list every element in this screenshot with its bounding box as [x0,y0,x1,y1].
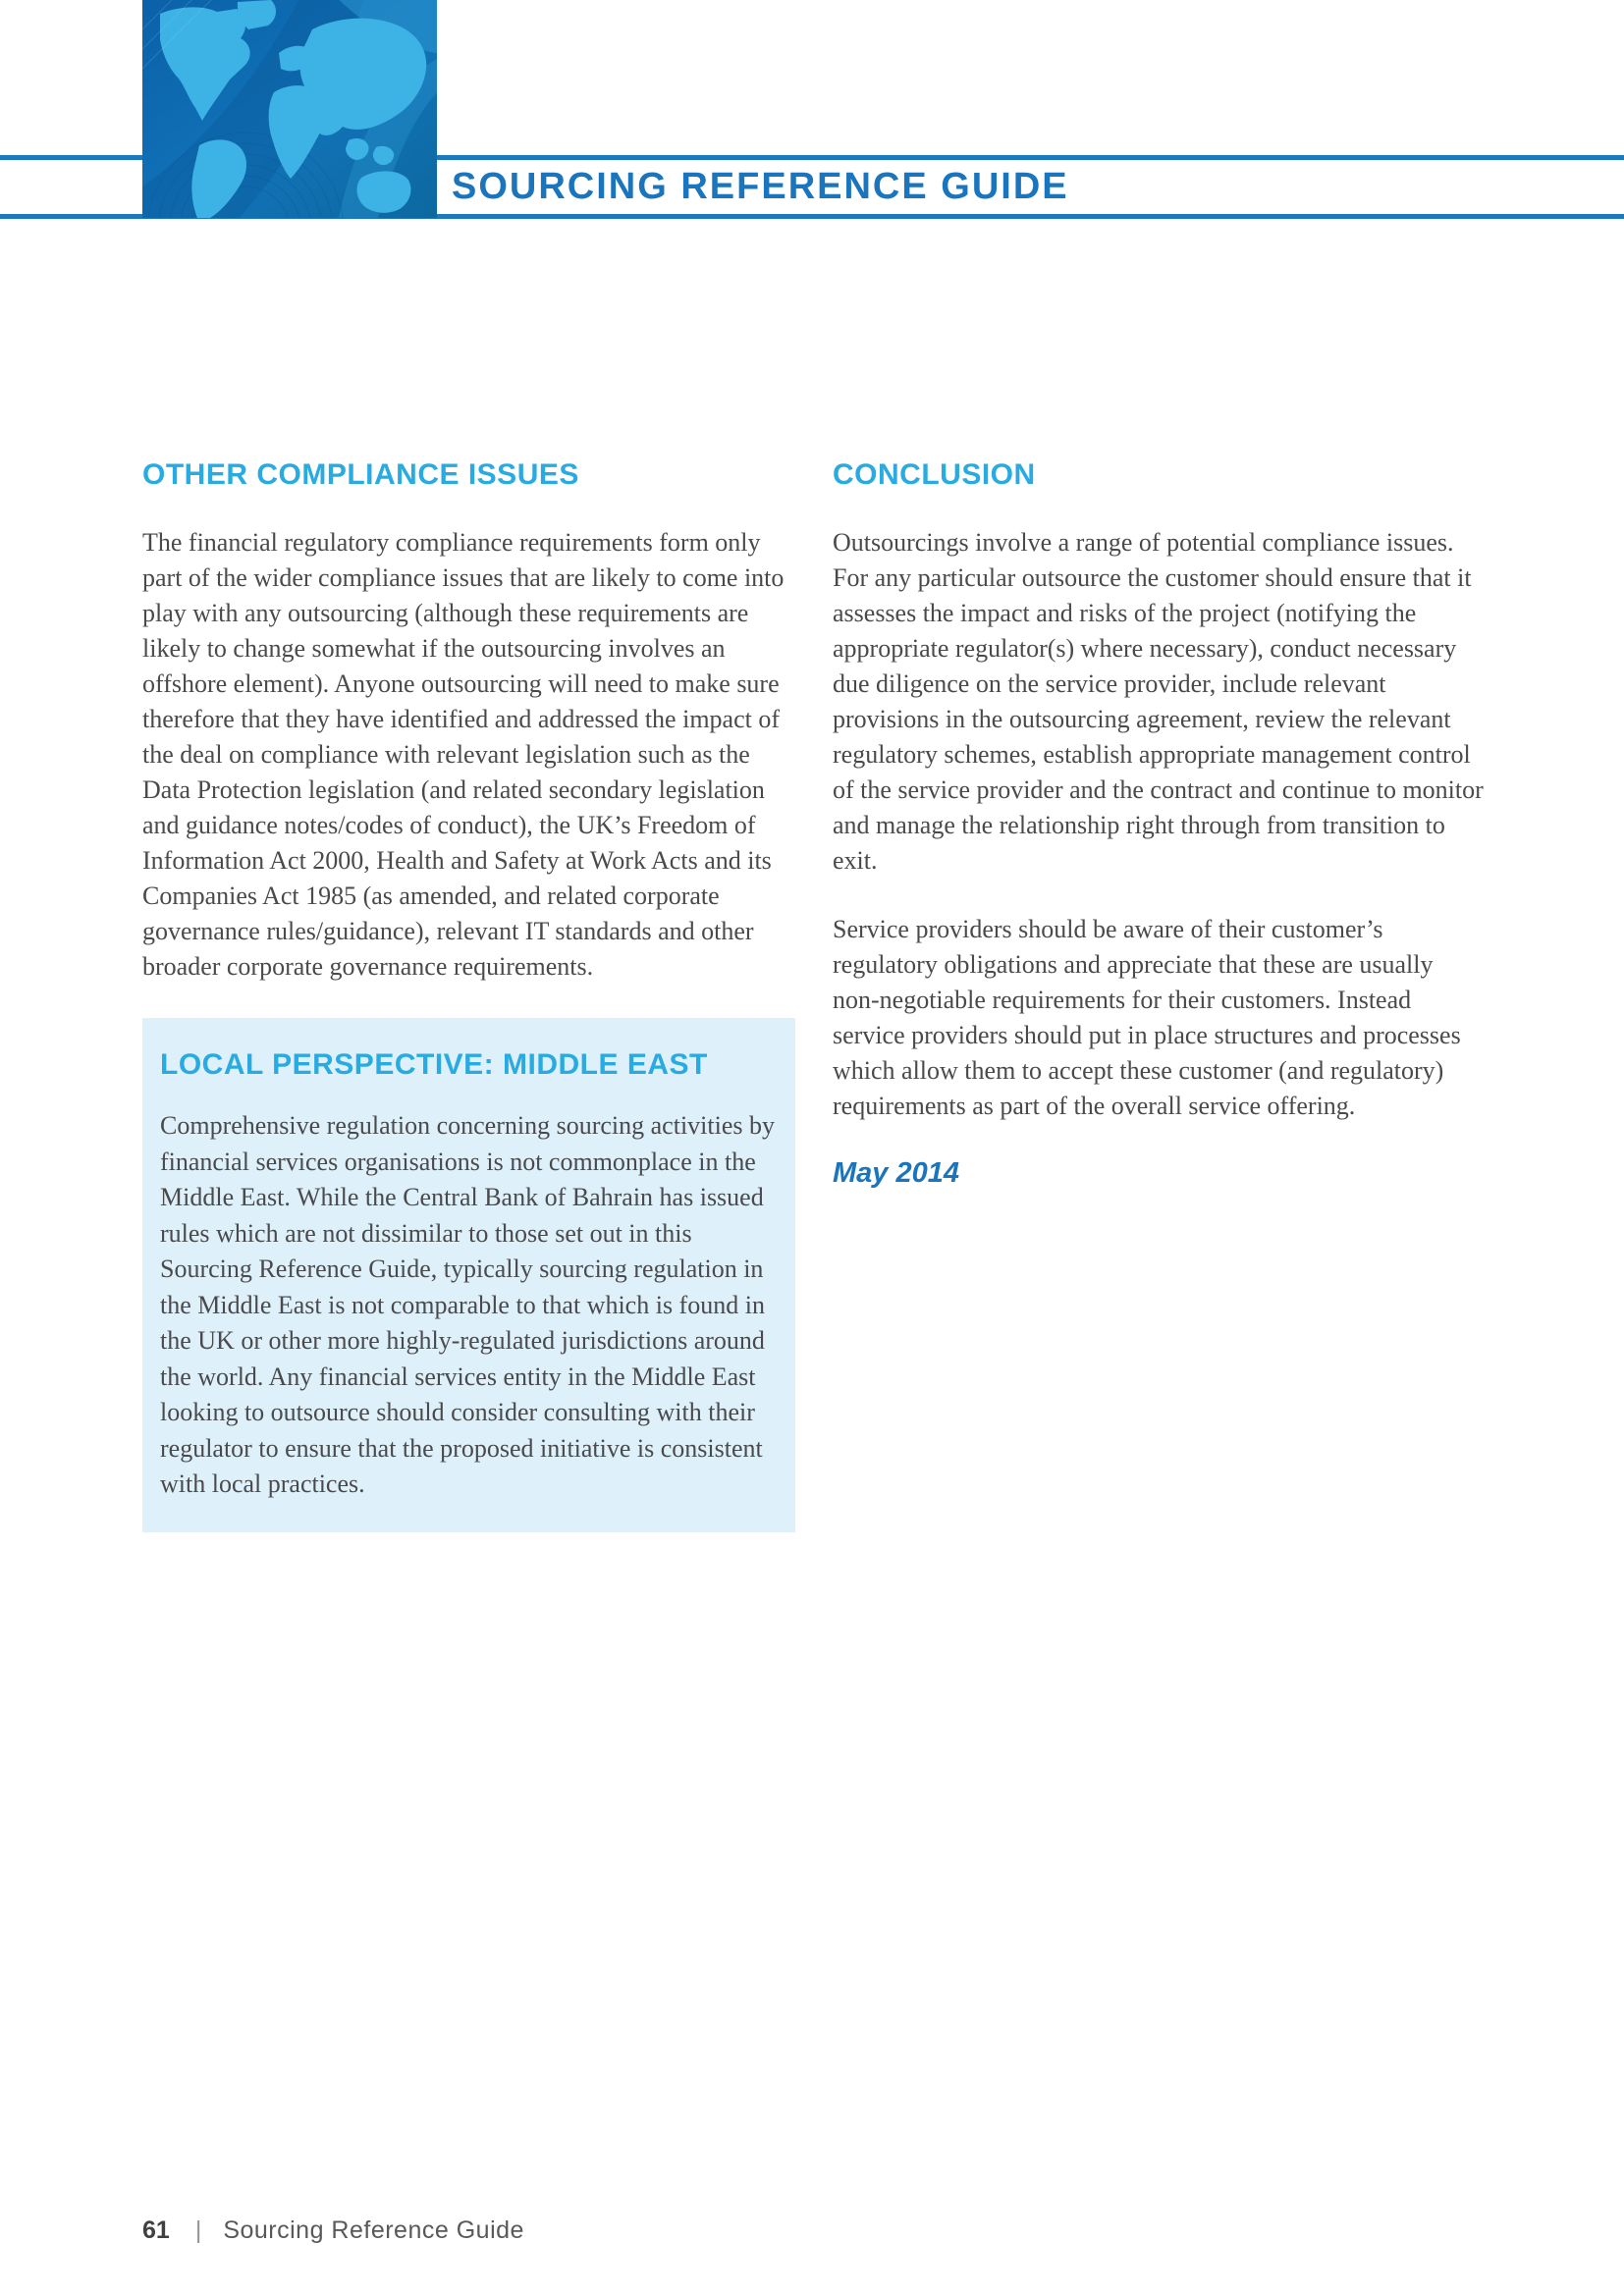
right-column [833,457,1484,1190]
world-map-image [142,0,437,218]
other-compliance-paragraph: The financial regulatory compliance requirements form only part of the wider compliance issues that are likely to come into play with any outsourcing (although these requirements are likely to change somewhat if the outsourcing involves an offshore element). Anyone outsourcing will need to make sure therefore that they have identified and addressed the impact of the deal on compliance with relevant legislation such as the Data Protection legislation (and related secondary legislation and guidance notes/codes of conduct), the UK’s Freedom of Information Act 2000, Health and Safety at Work Acts and its Companies Act 1985 (as amended, and related corporate governance rules/guidance), relevant IT standards and other broader corporate governance requirements. [142,528,785,981]
world-map-icon [142,0,437,218]
section-heading-conclusion: CONCLUSION [833,458,1036,491]
left-column [142,457,795,1532]
page-title: SOURCING REFERENCE GUIDE [452,166,1069,207]
perspective-box-heading: LOCAL PERSPECTIVE: MIDDLE EAST [160,1048,708,1081]
page-number: 61 [142,2216,170,2244]
conclusion-paragraph-2: Service providers should be aware of their customer’s regulatory obligations and appreciate that these are usually non-negotiable requirements for their customers. Instead service providers should put in place structures and processes which allow them to accept these customer (and regulatory) requirements as part of the overall service offering. [833,915,1461,1120]
conclusion-paragraph-1: Outsourcings involve a range of potential compliance issues. For any particular outsource the customer should ensure that it assesses the impact and risks of the project (notifying the appropriate regulator(s) where necessary), conduct necessary due diligence on the service provider, include relevant provisions in the outsourcing agreement, review the relevant regulatory schemes, establish appropriate management control of the service provider and the contract and continue to monitor and manage the relationship right through from transition to exit. [833,528,1484,875]
publication-date: May 2014 [833,1157,959,1189]
footer-doc-title: Sourcing Reference Guide [223,2216,524,2244]
perspective-box-paragraph: Comprehensive regulation concerning sourcing activities by financial services organisations is not commonplace in the Middle East. While the Central Bank of Bahrain has issued rules which are not dissimilar to those set out in this Sourcing Reference Guide, typically sourcing regulation in the Middle East is not comparable to that which is found in the UK or other more highly-regulated jurisdictions around the world. Any financial services entity in the Middle East looking to outsource should consider consulting with their regulator to ensure that the proposed initiative is consistent with local practices. [160,1111,775,1498]
footer-separator: | [194,2216,202,2244]
page-footer [142,2216,524,2245]
local-perspective-box [142,1018,795,1532]
section-heading-other-compliance: OTHER COMPLIANCE ISSUES [142,458,579,491]
